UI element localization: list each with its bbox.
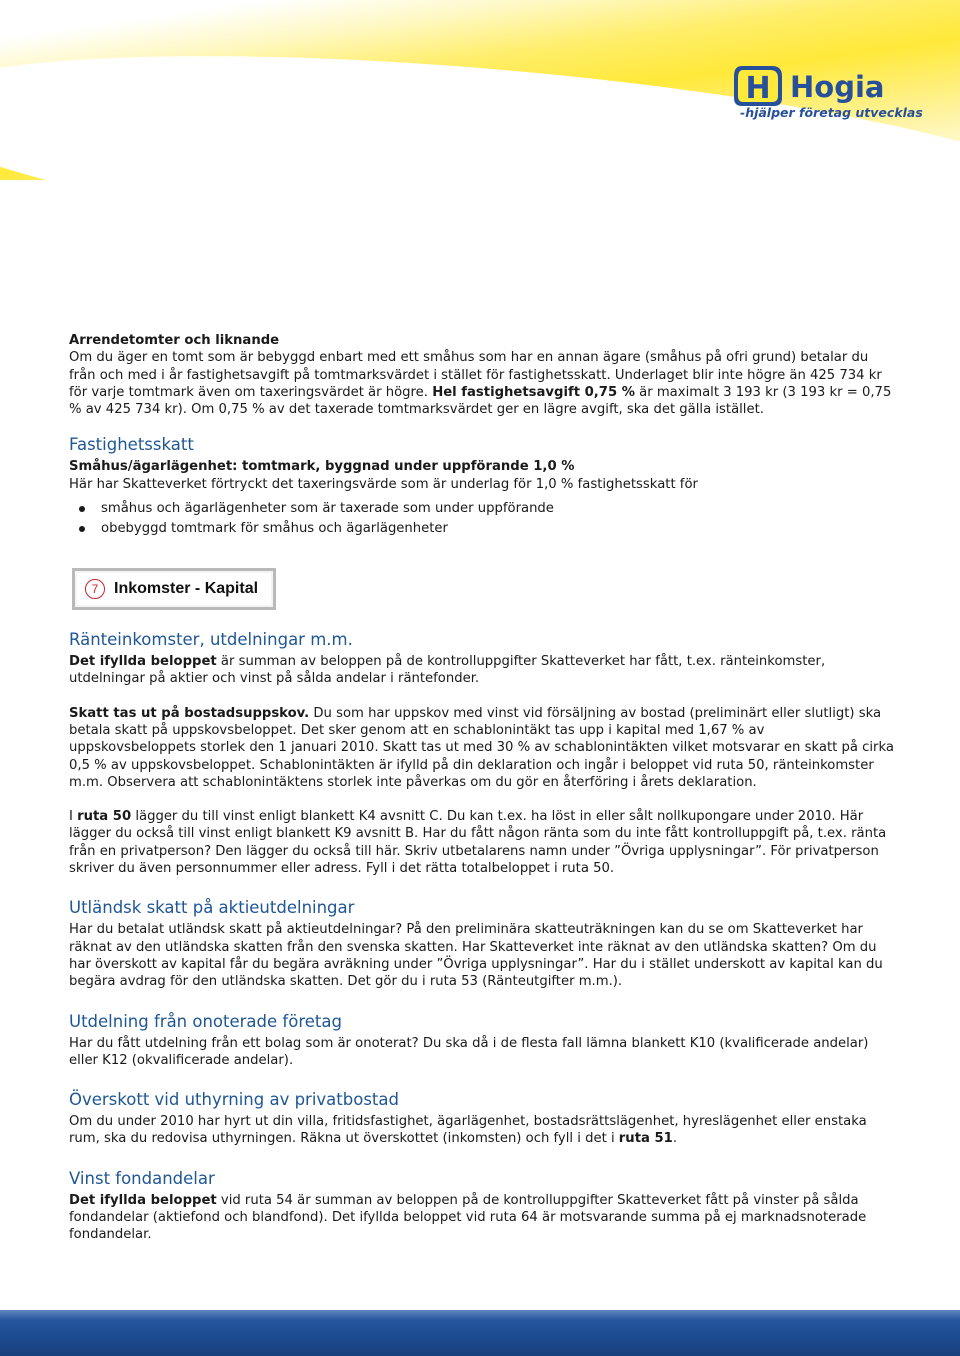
uthyrning-heading: Överskott vid uthyrning av privatbostad (69, 1090, 399, 1110)
uthyrning-end: . (672, 1131, 678, 1147)
section-onoterade (69, 1012, 894, 1070)
ranteinkomster-paragraph-2 (69, 705, 894, 791)
fastighetsskatt-text: Här har Skatteverket förtryckt det taxeringsvärde som är underlag för 1,0 % fastighetsskatt för (69, 476, 698, 492)
footer-band (0, 1310, 960, 1356)
onoterade-heading: Utdelning från onoterade företag (69, 1011, 342, 1031)
inkomster-kapital-box-inner (77, 573, 271, 605)
list-item: småhus och ägarlägenheter som är taxerade som under uppförande (69, 499, 894, 519)
section-uthyrning (69, 1090, 894, 1148)
uthyrning-bold: ruta 51 (618, 1131, 673, 1147)
section-fastighetsskatt (69, 435, 894, 539)
ranteinkomster-paragraph-3 (69, 808, 894, 877)
ranteinkomster-p1-bold: Det ifyllda beloppet (69, 654, 217, 670)
uthyrning-text: Om du under 2010 har hyrt ut din villa, fritidsfastighet, ägarlägenhet, bostadsrättslägenhet, hyreslägenhet eller enstaka rum, ska du redovisa uthyrningen. Räkna ut överskottet (inkomsten) och fyll i det i (69, 1114, 867, 1147)
fondandelar-text: vid ruta 54 är summan av beloppen på de kontrolluppgifter Skatteverket fått på vinster på sålda fondandelar (aktiefond och blandfond). Det ifyllda beloppet vid ruta 64 är motsvarande summa på ej marknadsnoterade fondandelar. (69, 1192, 867, 1243)
fondandelar-paragraph (69, 1192, 894, 1244)
arrende-bold: Hel fastighetsavgift 0,75 % (432, 384, 635, 400)
section-arrendetomter (69, 332, 894, 418)
ranteinkomster-heading: Ränteinkomster, utdelningar m.m. (69, 630, 353, 650)
ranteinkomster-p1-text: är summan av beloppen på de kontrolluppgifter Skatteverket har fått, t.ex. ränteinkomster, utdelningar på aktier och vinst på sålda andelar i räntefonder. (69, 654, 826, 687)
section-ranteinkomster (69, 630, 894, 877)
ranteinkomster-p3-bold: ruta 50 (77, 809, 132, 825)
inkomster-kapital-label: Inkomster - Kapital (114, 580, 259, 597)
arrende-text-2: är maximalt 3 193 kr (3 193 kr = 0,75 % av 425 734 kr). Om 0,75 % av det taxerade tomtmarksvärdet ger en lägre avgift, ska det gälla istället. (69, 384, 892, 418)
fastighetsskatt-subtitle: Småhus/ägarlägenhet: tomtmark, byggnad under uppförande 1,0 % (69, 459, 575, 475)
section-fondandelar (69, 1169, 894, 1244)
ranteinkomster-p2-bold: Skatt tas ut på bostadsuppskov. (69, 705, 310, 721)
fastighetsskatt-list (69, 499, 894, 539)
ranteinkomster-paragraph-1 (69, 653, 894, 688)
inkomster-kapital-box (72, 568, 276, 610)
uthyrning-paragraph (69, 1113, 894, 1148)
utlandsk-text: Har du betalat utländsk skatt på aktieutdelningar? På den preliminära skatteuträkningen kan du se om Skatteverket har räknat av den utländska skatten från den svenska skatten. Har Skatteverket inte räknat av den utländska skatten? Om du har överskott av kapital får du begära avräkning under ”Övriga upplysningar”. Har du i stället underskott av kapital kan du begära avdrag för den utländska skatten. Det gör du i ruta 53 (Ränteutgifter m.m.). (69, 922, 883, 990)
onoterade-text: Har du fått utdelning från ett bolag som är onoterat? Du ska då i de flesta fall lämna blankett K10 (kvalificerade andelar) eller K12 (okvalificerade andelar). (69, 1035, 869, 1068)
ranteinkomster-p2-text: Du som har uppskov med vinst vid försäljning av bostad (preliminärt eller slutligt) ska betala skatt på uppskovsbeloppet. Det sker genom att en schablonintäkt tas upp i kapital med 1,67 % av uppskovsbeloppets storlek den 1 januari 2010. Skatt tas ut med 30 % av schablonintäkten vilket motsvarar en skatt på cirka 0,5 % av uppskovsbeloppet. Schablonintäkten är ifylld på din deklaration och ingår i beloppet vid ruta 50, ränteinkomster m.m. Observera att schablonintäktens storlek inte påverkas om du gör en återföring i årets deklaration. (69, 705, 894, 790)
fondandelar-bold: Det ifyllda beloppet (69, 1192, 217, 1208)
list-item: obebyggd tomtmark för småhus och ägarlägenheter (69, 519, 894, 539)
section-utlandsk-skatt (69, 898, 894, 990)
arrende-text-1: Om du äger en tomt som är bebyggd enbart med ett småhus som har en annan ägare (småhus på ofri grund) betalar du från och med i år fastighetsavgift på tomtmarksvärdet i stället för fastighetsskatt. Underlaget blir inte högre än 425 734 kr för varje tomtmark även om taxeringsvärdet är högre. (69, 350, 882, 400)
arrende-paragraph (69, 349, 894, 418)
hogia-logo-letter: H (745, 71, 771, 106)
logo-slogan: -hjälper företag utvecklas (740, 105, 923, 120)
fastighetsskatt-heading: Fastighetsskatt (69, 435, 194, 455)
arrende-title: Arrendetomter och liknande (69, 333, 280, 348)
section-number-badge: 7 (85, 579, 105, 599)
utlandsk-heading: Utländsk skatt på aktieutdelningar (69, 898, 355, 918)
ranteinkomster-p3-text: lägger du till vinst enligt blankett K4 avsnitt C. Du kan t.ex. ha löst in eller sålt nollkupongare under 2010. Här lägger du också till vinst enligt blankett K9 avsnitt B. Har du fått någon ränta som du inte fått kontrolluppgift på, t.ex. ränta från en privatperson? Den lägger du också till här. Skriv utbetalarens namn under ”Övriga upplysningar”. För privatperson skriver du även personnummer eller adress. Fyll i det rätta totalbeloppet i ruta 50. (69, 809, 887, 877)
document-body (69, 332, 894, 1244)
hogia-logo-brand: Hogia (790, 70, 885, 104)
fondandelar-heading: Vinst fondandelar (69, 1168, 215, 1188)
ranteinkomster-p3-pre: I (69, 809, 78, 825)
